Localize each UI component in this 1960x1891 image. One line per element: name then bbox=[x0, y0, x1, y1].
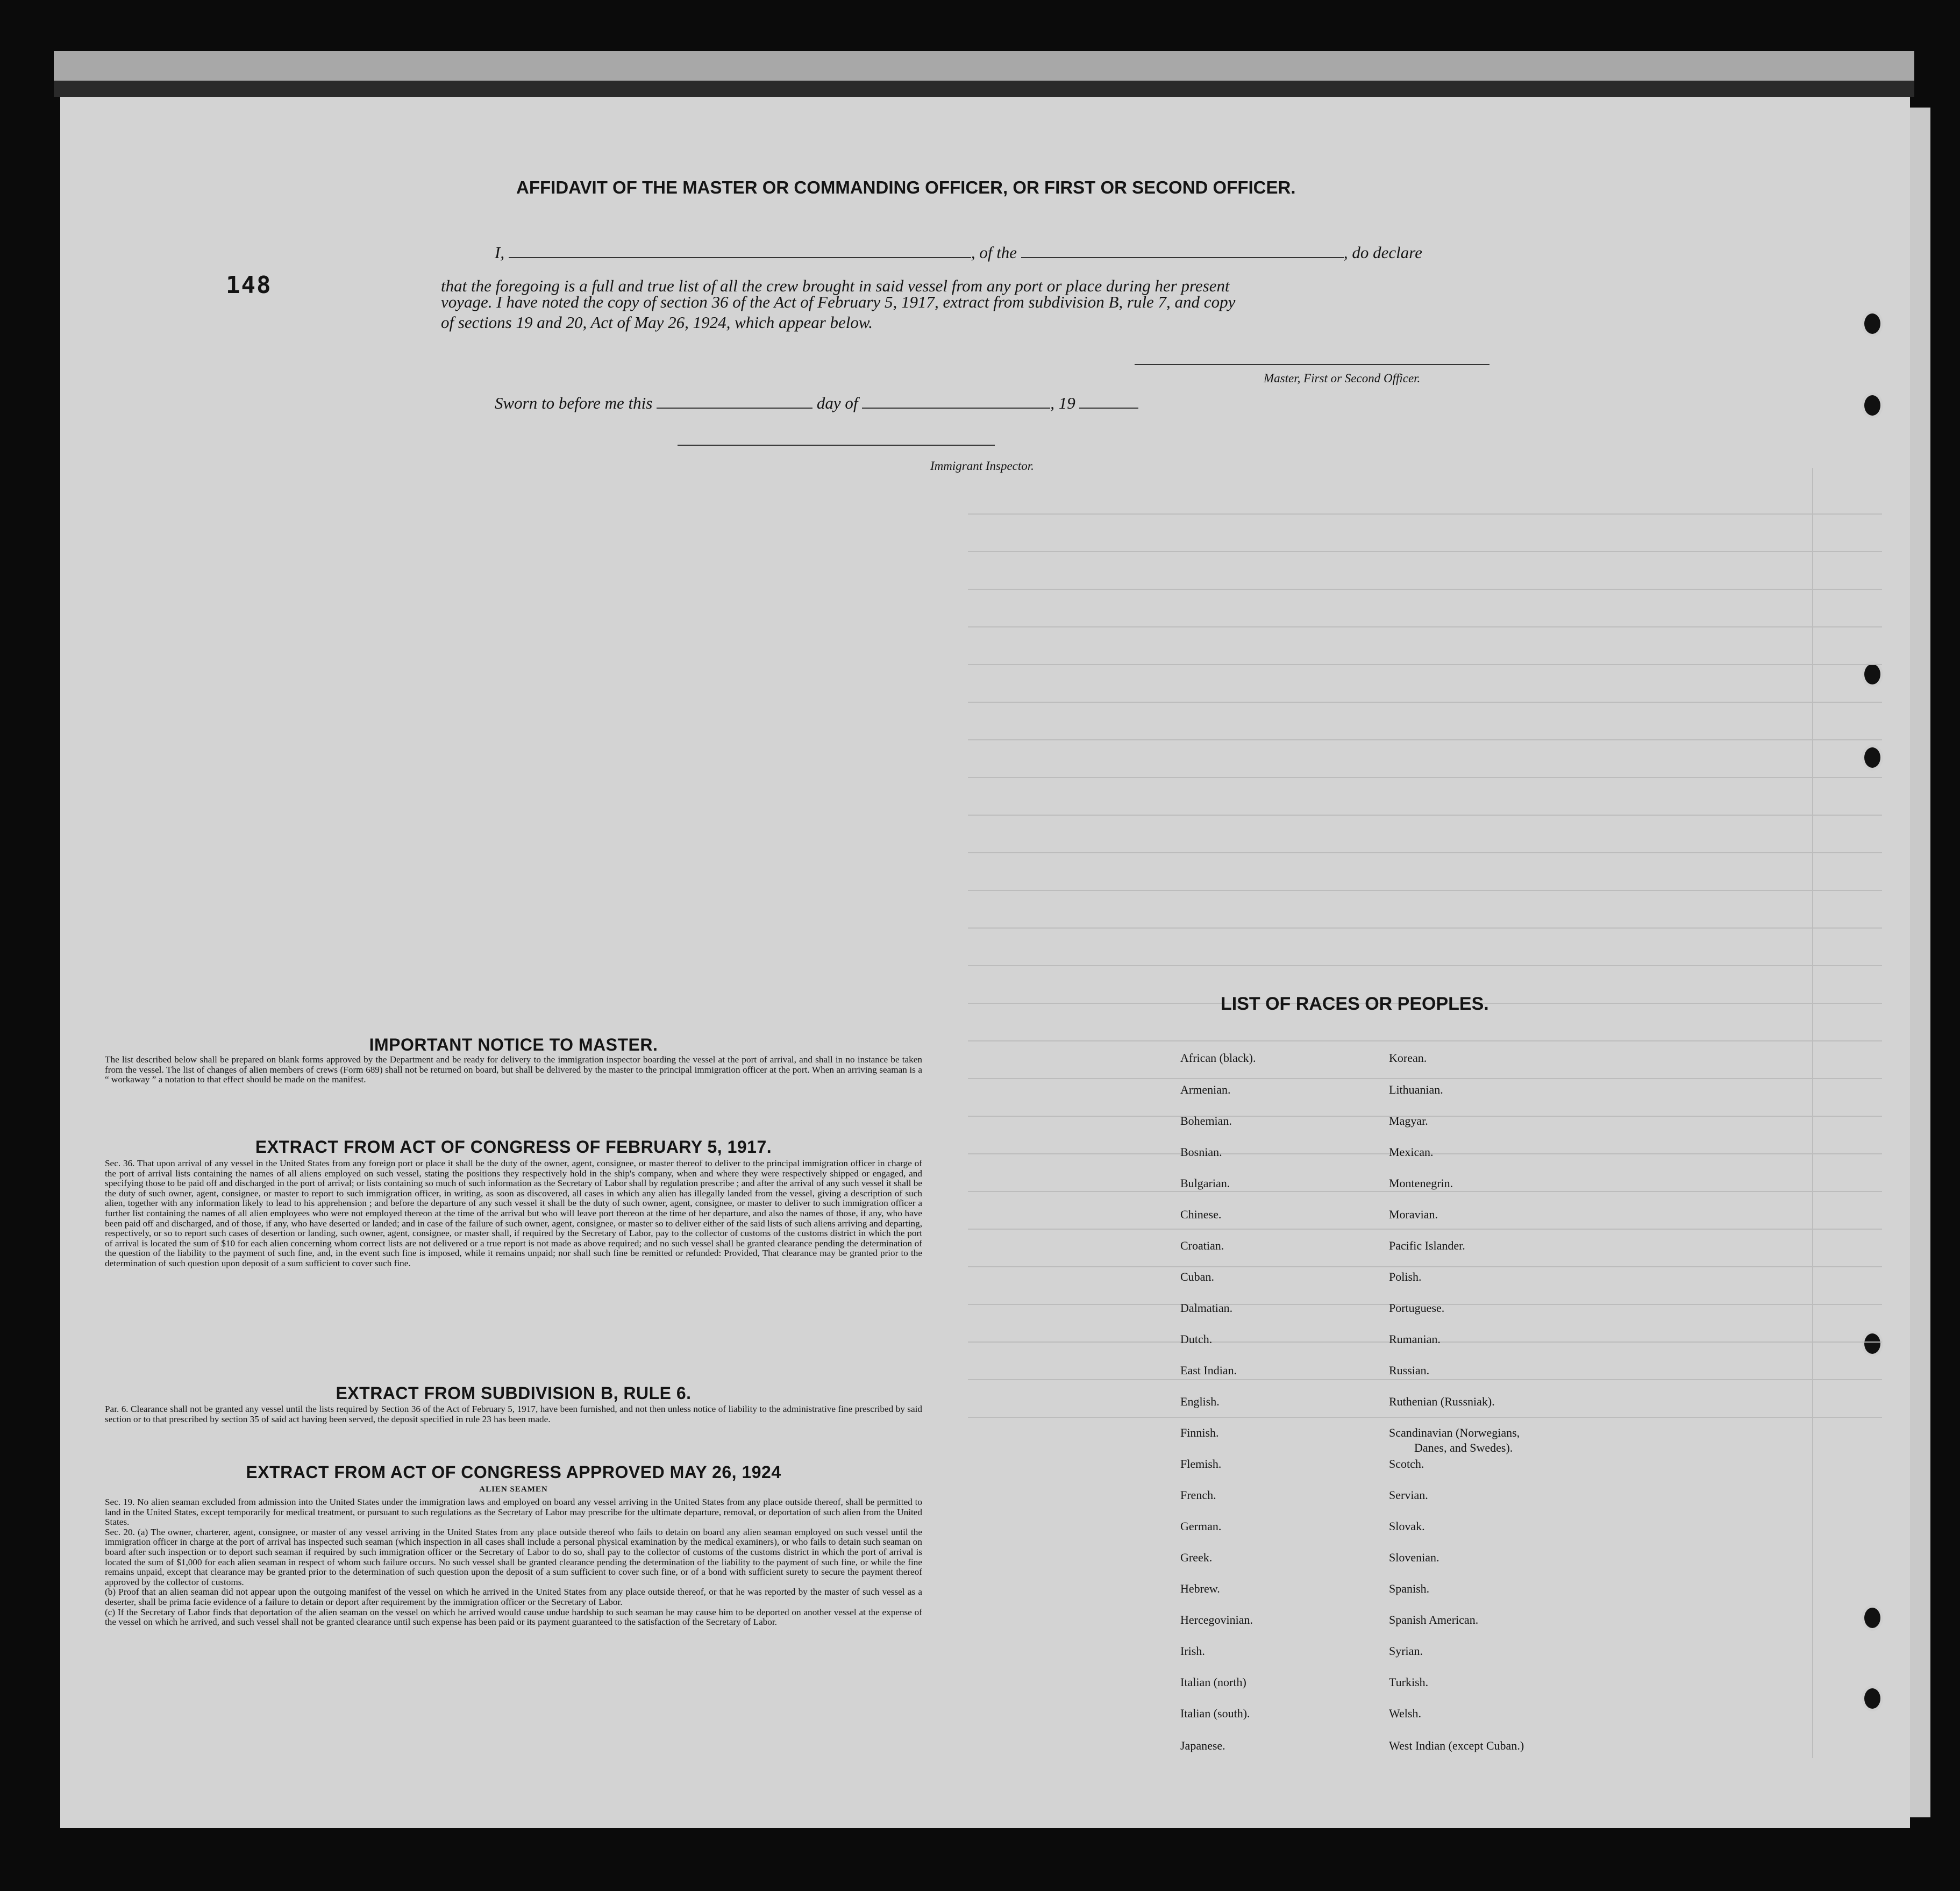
master-signature-line[interactable] bbox=[1135, 364, 1489, 365]
sworn-year: , 19 bbox=[1050, 394, 1075, 412]
notice-body: The list described below shall be prepared on blank forms approved by the Department and be ready for delivery to the immigration inspector boarding the vessel at the port of arrival, and shall in no instance be taken from the vessel. The list of changes of alien members of crews (Form 689) shall not be returned on board, but shall be delivered by the master to the principal immigration officer at the port. When an arriving seaman is a “ workaway ” a notation to that effect should be made on the manifest. bbox=[105, 1054, 922, 1085]
affidavit-line-3: voyage. I have noted the copy of section 36 of the Act of February 5, 1917, extract from subdivision B, rule 7, and copy bbox=[441, 292, 1236, 311]
race-item: Japanese. bbox=[1180, 1739, 1225, 1752]
race-item: Syrian. bbox=[1389, 1644, 1423, 1658]
binder-hole-icon bbox=[1862, 311, 1883, 337]
race-item: Magyar. bbox=[1389, 1114, 1428, 1128]
binder-hole-icon bbox=[1862, 393, 1883, 418]
extract-1917-body: Sec. 36. That upon arrival of any vessel in the United States from any foreign port or place it shall be the duty of the owner, agent, consignee, or master thereof to deliver to the principal immigration officer in charge of the port of arrival lists containing the names of all aliens employed on such vessel, stating the positions they respectively hold in the ship's company, when and where they were respectively shipped or engaged, and specifying those to be paid off and discharged in the port of arrival; or lists containing so much of such information as the Secretary of Labor shall by regulation prescribe ; and after the arrival of any such vessel it shall be the duty of such owner, agent, consignee, or master to report to such immigration officer, in writing, as soon as discovered, all cases in which any alien has illegally landed from the vessel, giving a description of such alien, together with any information likely to lead to his apprehension ; and before the departure of any such vessel it shall be the duty of such owner, agent, consignee, or master to deliver to such immigration officer a further list containing the names of all alien employees who were not employed thereon at the time of the arrival but who will leave port thereon at the time of her departure, and also the names of those, if any, who have been paid off and discharged, and of those, if any, who have deserted or landed; and in case of the failure of such owner, agent, consignee, or master so to deliver either of the said lists of such aliens arriving and departing, respectively, or so to report such cases of desertion or landing, such owner, agent, consignee, or master shall, if required by the Secretary of Labor, pay to the collector of customs of the customs district in which the port of arrival is located the sum of $10 for each alien concerning whom correct lists are not delivered or a true report is not made as above required; and no such vessel shall be granted clearance pending the determination of the question of the liability to the payment of such fine, and, in the event such fine is imposed, while it remains unpaid; nor shall such fine be remitted or refunded: Provided, That clearance may be granted prior to the determination of such question upon deposit of a sum sufficient to cover such fine. bbox=[105, 1158, 922, 1268]
sworn-year-field[interactable] bbox=[1079, 394, 1138, 409]
race-item: Dalmatian. bbox=[1180, 1301, 1233, 1315]
race-item: Moravian. bbox=[1389, 1208, 1438, 1221]
officer-name-field[interactable] bbox=[509, 243, 971, 258]
handwritten-number: 148 bbox=[226, 272, 272, 299]
race-item: Hercegovinian. bbox=[1180, 1613, 1253, 1626]
race-item: Welsh. bbox=[1389, 1707, 1421, 1720]
sworn-month-field[interactable] bbox=[862, 394, 1050, 409]
race-item: Bohemian. bbox=[1180, 1114, 1232, 1128]
binder-hole-icon bbox=[1862, 745, 1883, 770]
race-item: Slovak. bbox=[1389, 1519, 1425, 1533]
race-item: English. bbox=[1180, 1395, 1220, 1408]
race-item: Portuguese. bbox=[1389, 1301, 1445, 1315]
binder-hole-icon bbox=[1862, 661, 1883, 687]
race-item: German. bbox=[1180, 1519, 1222, 1533]
race-item: Mexican. bbox=[1389, 1145, 1434, 1159]
sworn-line bbox=[495, 391, 1138, 415]
race-item: Spanish. bbox=[1389, 1582, 1430, 1595]
race-item: Russian. bbox=[1389, 1364, 1430, 1377]
race-item: African (black). bbox=[1180, 1051, 1256, 1065]
race-item: Montenegrin. bbox=[1389, 1176, 1453, 1190]
race-item: West Indian (except Cuban.) bbox=[1389, 1739, 1524, 1752]
race-item: Bulgarian. bbox=[1180, 1176, 1230, 1190]
inspector-signature-line[interactable] bbox=[678, 445, 995, 446]
race-item: Flemish. bbox=[1180, 1457, 1222, 1471]
sworn-day-field[interactable] bbox=[657, 394, 812, 409]
race-item: Cuban. bbox=[1180, 1270, 1214, 1283]
race-item: Pacific Islander. bbox=[1389, 1239, 1465, 1252]
extract-1924-sections bbox=[105, 1497, 922, 1628]
affidavit-line-2: that the foregoing is a full and true list of all the crew brought in said vessel from any port or place during her present bbox=[441, 276, 1230, 295]
inspector-label: Immigrant Inspector. bbox=[930, 459, 1034, 473]
sworn-label: Sworn to before me this bbox=[495, 394, 653, 412]
sec-20b: (b) Proof that an alien seaman did not appear upon the outgoing manifest of the vessel on which he arrived in the United States from any place outside thereof, or that he was reported by the master of such vessel as a deserter, shall be prima facie evidence of a failure to detain or deport after requirement by the immigration officer or the Secretary of Labor. bbox=[105, 1587, 922, 1607]
extract-rule6-title: EXTRACT FROM SUBDIVISION B, RULE 6. bbox=[336, 1383, 692, 1403]
sec-20a: Sec. 20. (a) The owner, charterer, agent, consignee, or master of any vessel arriving in the United States from any place outside thereof who fails to detain on board any alien seaman employed on such vessel until the immigration officer in charge at the port of arrival has inspected such seaman (which inspection in all cases shall include a personal physical examination by the medical examiners), or who fails to detain such seaman on board after such inspection or to deport such seaman if required by such immigration officer or the Secretary of Labor to do so, shall pay to the collector of customs of the customs district in which the port of arrival is located the sum of $1,000 for each alien seaman in respect of whom such failure occurs. No such vessel shall be granted clearance pending the determination of the liability to the payment of such fine, or while the fine remains unpaid, except that clearance may be granted prior to the determination of such question upon the deposit of a sum sufficient to cover such fine, or of a bond with sufficient surety to secure the payment thereof approved by the collector of customs. bbox=[105, 1526, 922, 1587]
master-signature-label: Master, First or Second Officer. bbox=[1264, 372, 1421, 385]
race-item: French. bbox=[1180, 1488, 1216, 1502]
race-item: Dutch. bbox=[1180, 1332, 1213, 1346]
race-item: East Indian. bbox=[1180, 1364, 1237, 1377]
race-item: Scotch. bbox=[1389, 1457, 1424, 1471]
race-item: Polish. bbox=[1389, 1270, 1422, 1283]
extract-1924-subtitle: ALIEN SEAMEN bbox=[479, 1485, 548, 1494]
extract-rule6-body: Par. 6. Clearance shall not be granted any vessel until the lists required by Section 36 of the Act of February 5, 1917, have been furnished, and not then unless notice of liability to the administrative fine prescribed by said section or to that prescribed by section 35 of said act having been served, the deposit specified in rule 23 has been made. bbox=[105, 1404, 922, 1424]
race-item: Lithuanian. bbox=[1389, 1083, 1443, 1096]
extract-1924-title: EXTRACT FROM ACT OF CONGRESS APPROVED MAY 26, 1924 bbox=[246, 1462, 781, 1482]
race-item: Korean. bbox=[1389, 1051, 1427, 1065]
race-item: Hebrew. bbox=[1180, 1582, 1220, 1595]
sec-20c: (c) If the Secretary of Labor finds that deportation of the alien seaman on the vessel on which he arrived would cause undue hardship to such seaman he may cause him to be deported on another vessel at the expense of the vessel on which he arrived, and such vessel shall not be granted clearance until such expense has been paid or its payment guaranteed to the satisfaction of the Secretary of Labor. bbox=[105, 1607, 922, 1628]
race-item: Italian (north) bbox=[1180, 1675, 1246, 1689]
race-item: Irish. bbox=[1180, 1644, 1205, 1658]
affidavit-i: I, bbox=[495, 243, 505, 262]
affidavit-of-the: , of the bbox=[971, 243, 1017, 262]
race-item: Servian. bbox=[1389, 1488, 1428, 1502]
binder-hole-icon bbox=[1862, 1605, 1883, 1631]
sec-19: Sec. 19. No alien seaman excluded from admission into the United States under the immigration laws and employed on board any vessel arriving in the United States from any place outside thereof, shall be permitted to land in the United States, except temporarily for medical treatment, or pursuant to such regulations as the Secretary of Labor may prescribe for the ultimate departure, removal, or deportation of such alien from the United States. bbox=[105, 1497, 922, 1528]
affidavit-declare: , do declare bbox=[1343, 243, 1422, 262]
race-item: Scandinavian (Norwegians, bbox=[1389, 1426, 1520, 1439]
race-item: Croatian. bbox=[1180, 1239, 1224, 1252]
film-top-shadow bbox=[54, 81, 1914, 97]
race-item: Turkish. bbox=[1389, 1675, 1429, 1689]
race-item: Slovenian. bbox=[1389, 1551, 1439, 1564]
binder-hole-icon bbox=[1862, 1686, 1883, 1711]
races-title: LIST OF RACES OR PEOPLES. bbox=[1221, 994, 1489, 1014]
binder-hole-icon bbox=[1862, 1331, 1883, 1357]
affidavit-line-4: of sections 19 and 20, Act of May 26, 1924, which appear below. bbox=[441, 313, 873, 332]
race-item: Bosnian. bbox=[1180, 1145, 1222, 1159]
race-item: Ruthenian (Russniak). bbox=[1389, 1395, 1495, 1408]
notice-title: IMPORTANT NOTICE TO MASTER. bbox=[369, 1035, 658, 1054]
race-item: Italian (south). bbox=[1180, 1707, 1250, 1720]
race-item: Spanish American. bbox=[1389, 1613, 1479, 1626]
sworn-day-of: day of bbox=[816, 394, 858, 412]
race-item: Armenian. bbox=[1180, 1083, 1231, 1096]
vessel-name-field[interactable] bbox=[1021, 243, 1344, 258]
race-item: Finnish. bbox=[1180, 1426, 1219, 1439]
affidavit-title: AFFIDAVIT OF THE MASTER OR COMMANDING OFFICER, OR FIRST OR SECOND OFFICER. bbox=[516, 177, 1296, 197]
race-item: Chinese. bbox=[1180, 1208, 1222, 1221]
affidavit-line-1 bbox=[495, 241, 1500, 264]
extract-1917-title: EXTRACT FROM ACT OF CONGRESS OF FEBRUARY 5, 1917. bbox=[255, 1137, 772, 1157]
race-item: Greek. bbox=[1180, 1551, 1213, 1564]
race-item-continuation: Danes, and Swedes). bbox=[1414, 1441, 1513, 1454]
race-item: Rumanian. bbox=[1389, 1332, 1441, 1346]
